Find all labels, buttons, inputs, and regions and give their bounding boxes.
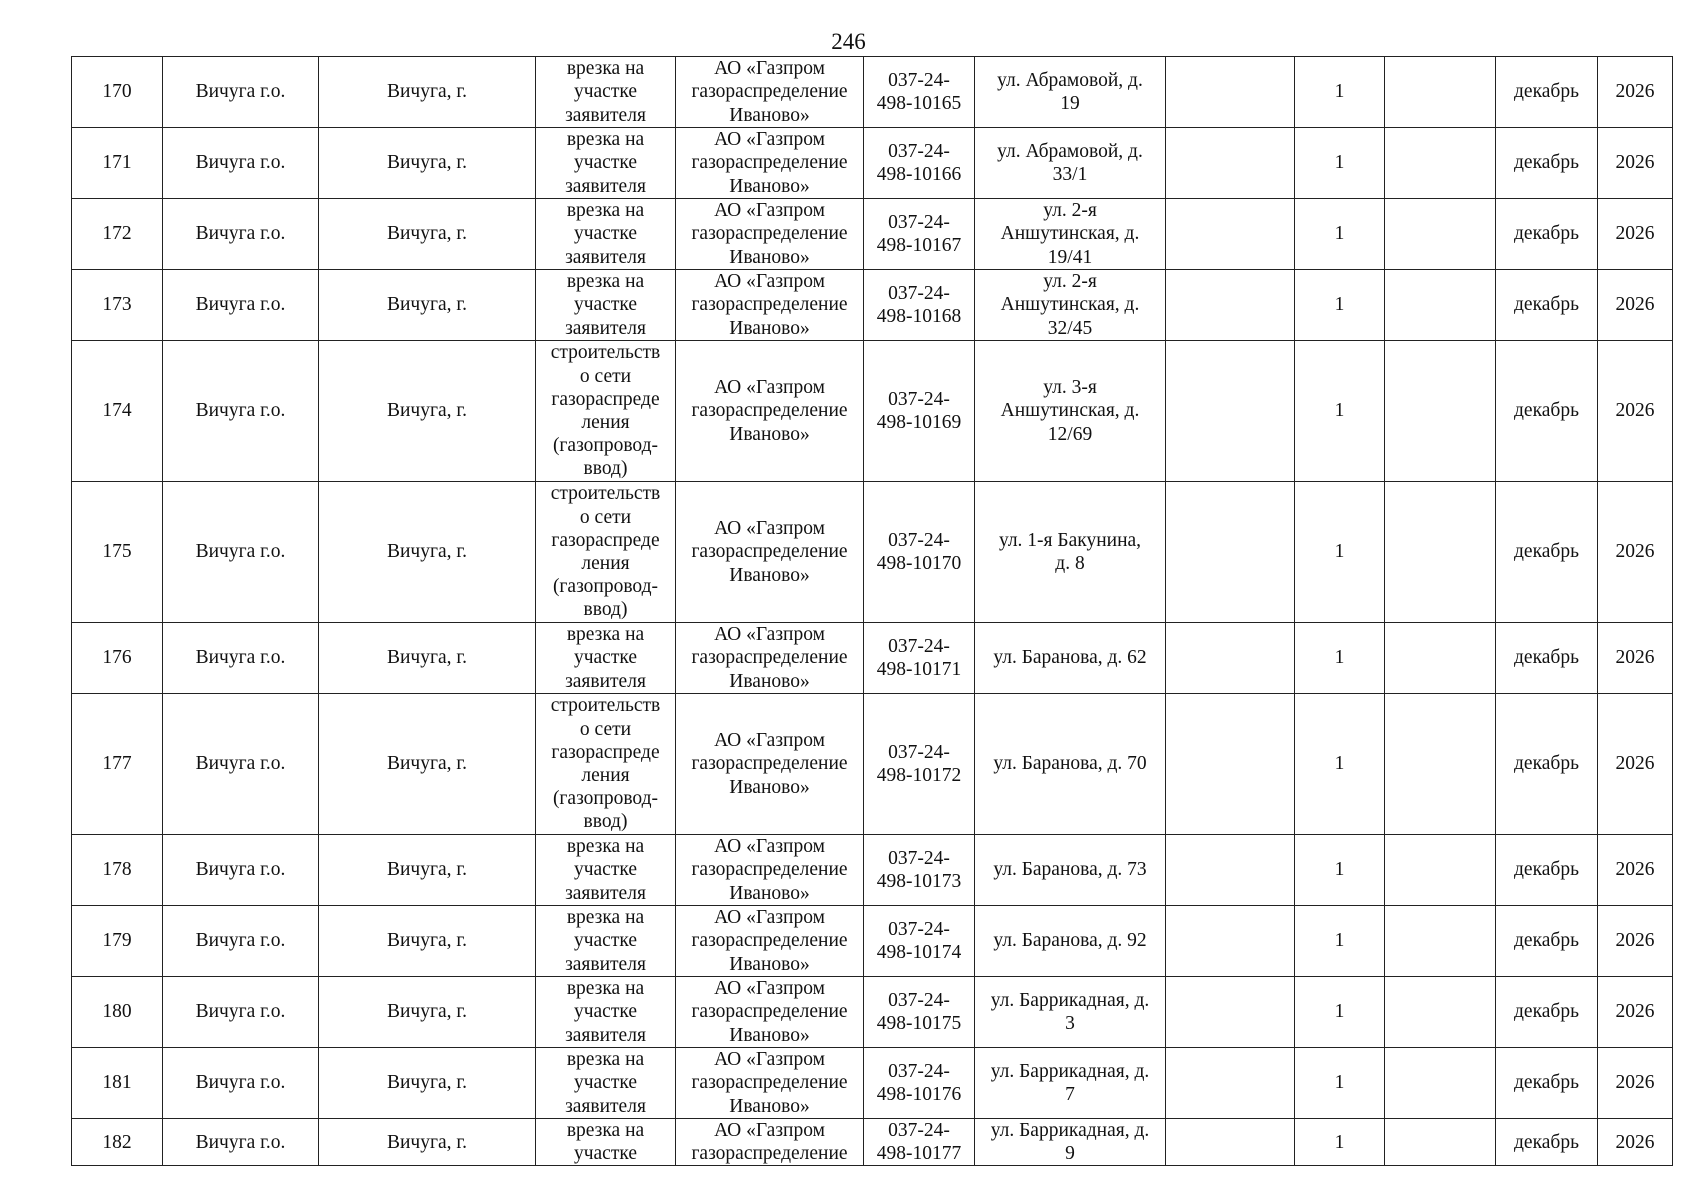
empty-cell [1385, 906, 1496, 977]
work-type-cell: врезка на участке заявителя [536, 128, 676, 199]
address-cell: ул. Баранова, д. 73 [975, 835, 1166, 906]
empty-cell [1166, 694, 1295, 835]
row-number-cell: 170 [72, 57, 163, 128]
table-row [72, 57, 1673, 128]
district-cell: Вичуга г.о. [163, 835, 319, 906]
table-row [72, 199, 1673, 270]
work-type-cell: врезка на участке заявителя [536, 199, 676, 270]
empty-cell [1385, 1048, 1496, 1119]
district-cell: Вичуга г.о. [163, 1048, 319, 1119]
code-cell: 037-24- 498-10175 [864, 977, 975, 1048]
locality-cell: Вичуга, г. [319, 694, 536, 835]
quantity-cell: 1 [1295, 482, 1385, 623]
empty-cell [1385, 482, 1496, 623]
row-number-cell: 179 [72, 906, 163, 977]
code-cell: 037-24- 498-10170 [864, 482, 975, 623]
table-row [72, 341, 1673, 482]
month-cell: декабрь [1496, 341, 1598, 482]
code-cell: 037-24- 498-10172 [864, 694, 975, 835]
organization-cell: АО «Газпром газораспределение Иваново» [676, 835, 864, 906]
empty-cell [1385, 57, 1496, 128]
locality-cell: Вичуга, г. [319, 906, 536, 977]
work-type-cell: врезка на участке заявителя [536, 835, 676, 906]
quantity-cell: 1 [1295, 57, 1385, 128]
row-number-cell: 174 [72, 341, 163, 482]
code-cell: 037-24- 498-10165 [864, 57, 975, 128]
code-cell: 037-24- 498-10168 [864, 270, 975, 341]
code-cell: 037-24- 498-10174 [864, 906, 975, 977]
quantity-cell: 1 [1295, 906, 1385, 977]
month-cell: декабрь [1496, 482, 1598, 623]
district-cell: Вичуга г.о. [163, 1119, 319, 1166]
district-cell: Вичуга г.о. [163, 128, 319, 199]
year-cell: 2026 [1598, 835, 1673, 906]
address-cell: ул. Баранова, д. 70 [975, 694, 1166, 835]
year-cell: 2026 [1598, 199, 1673, 270]
address-cell: ул. 3-я Аншутинская, д. 12/69 [975, 341, 1166, 482]
district-cell: Вичуга г.о. [163, 694, 319, 835]
organization-cell: АО «Газпром газораспределение Иваново» [676, 694, 864, 835]
locality-cell: Вичуга, г. [319, 623, 536, 694]
year-cell: 2026 [1598, 623, 1673, 694]
year-cell: 2026 [1598, 270, 1673, 341]
table-row [72, 835, 1673, 906]
empty-cell [1166, 623, 1295, 694]
quantity-cell: 1 [1295, 270, 1385, 341]
locality-cell: Вичуга, г. [319, 1048, 536, 1119]
empty-cell [1385, 694, 1496, 835]
organization-cell: АО «Газпром газораспределение Иваново» [676, 199, 864, 270]
locality-cell: Вичуга, г. [319, 57, 536, 128]
district-cell: Вичуга г.о. [163, 977, 319, 1048]
month-cell: декабрь [1496, 270, 1598, 341]
locality-cell: Вичуга, г. [319, 482, 536, 623]
address-cell: ул. 2-я Аншутинская, д. 19/41 [975, 199, 1166, 270]
month-cell: декабрь [1496, 694, 1598, 835]
organization-cell: АО «Газпром газораспределение Иваново» [676, 977, 864, 1048]
code-cell: 037-24- 498-10173 [864, 835, 975, 906]
empty-cell [1166, 270, 1295, 341]
code-cell: 037-24- 498-10177 [864, 1119, 975, 1166]
registry-table [71, 56, 1673, 1166]
address-cell: ул. Баррикадная, д. 9 [975, 1119, 1166, 1166]
table-row [72, 1119, 1673, 1166]
empty-cell [1385, 128, 1496, 199]
empty-cell [1385, 623, 1496, 694]
address-cell: ул. Баррикадная, д. 7 [975, 1048, 1166, 1119]
work-type-cell: врезка на участке заявителя [536, 977, 676, 1048]
page-number: 246 [831, 29, 866, 54]
quantity-cell: 1 [1295, 199, 1385, 270]
empty-cell [1166, 1119, 1295, 1166]
month-cell: декабрь [1496, 835, 1598, 906]
address-cell: ул. 2-я Аншутинская, д. 32/45 [975, 270, 1166, 341]
quantity-cell: 1 [1295, 128, 1385, 199]
empty-cell [1166, 906, 1295, 977]
organization-cell: АО «Газпром газораспределение [676, 1119, 864, 1166]
work-type-cell: врезка на участке [536, 1119, 676, 1166]
empty-cell [1385, 270, 1496, 341]
district-cell: Вичуга г.о. [163, 482, 319, 623]
table-row [72, 694, 1673, 835]
row-number-cell: 182 [72, 1119, 163, 1166]
year-cell: 2026 [1598, 1048, 1673, 1119]
organization-cell: АО «Газпром газораспределение Иваново» [676, 341, 864, 482]
work-type-cell: врезка на участке заявителя [536, 57, 676, 128]
month-cell: декабрь [1496, 199, 1598, 270]
row-number-cell: 178 [72, 835, 163, 906]
address-cell: ул. 1-я Бакунина, д. 8 [975, 482, 1166, 623]
work-type-cell: врезка на участке заявителя [536, 623, 676, 694]
locality-cell: Вичуга, г. [319, 1119, 536, 1166]
locality-cell: Вичуга, г. [319, 128, 536, 199]
empty-cell [1385, 199, 1496, 270]
code-cell: 037-24- 498-10176 [864, 1048, 975, 1119]
year-cell: 2026 [1598, 482, 1673, 623]
table-row [72, 270, 1673, 341]
month-cell: декабрь [1496, 977, 1598, 1048]
work-type-cell: врезка на участке заявителя [536, 906, 676, 977]
quantity-cell: 1 [1295, 1048, 1385, 1119]
row-number-cell: 171 [72, 128, 163, 199]
work-type-cell: врезка на участке заявителя [536, 270, 676, 341]
address-cell: ул. Абрамовой, д. 33/1 [975, 128, 1166, 199]
row-number-cell: 172 [72, 199, 163, 270]
empty-cell [1166, 977, 1295, 1048]
quantity-cell: 1 [1295, 977, 1385, 1048]
year-cell: 2026 [1598, 1119, 1673, 1166]
address-cell: ул. Баранова, д. 92 [975, 906, 1166, 977]
row-number-cell: 181 [72, 1048, 163, 1119]
row-number-cell: 180 [72, 977, 163, 1048]
locality-cell: Вичуга, г. [319, 835, 536, 906]
year-cell: 2026 [1598, 977, 1673, 1048]
district-cell: Вичуга г.о. [163, 57, 319, 128]
code-cell: 037-24- 498-10169 [864, 341, 975, 482]
table-row [72, 128, 1673, 199]
address-cell: ул. Баранова, д. 62 [975, 623, 1166, 694]
month-cell: декабрь [1496, 1119, 1598, 1166]
empty-cell [1385, 341, 1496, 482]
organization-cell: АО «Газпром газораспределение Иваново» [676, 906, 864, 977]
code-cell: 037-24- 498-10167 [864, 199, 975, 270]
empty-cell [1166, 1048, 1295, 1119]
year-cell: 2026 [1598, 57, 1673, 128]
address-cell: ул. Баррикадная, д. 3 [975, 977, 1166, 1048]
row-number-cell: 173 [72, 270, 163, 341]
month-cell: декабрь [1496, 623, 1598, 694]
quantity-cell: 1 [1295, 694, 1385, 835]
locality-cell: Вичуга, г. [319, 199, 536, 270]
month-cell: декабрь [1496, 57, 1598, 128]
year-cell: 2026 [1598, 906, 1673, 977]
table-row [72, 623, 1673, 694]
organization-cell: АО «Газпром газораспределение Иваново» [676, 270, 864, 341]
district-cell: Вичуга г.о. [163, 199, 319, 270]
code-cell: 037-24- 498-10166 [864, 128, 975, 199]
table-row [72, 906, 1673, 977]
month-cell: декабрь [1496, 1048, 1598, 1119]
district-cell: Вичуга г.о. [163, 341, 319, 482]
organization-cell: АО «Газпром газораспределение Иваново» [676, 128, 864, 199]
empty-cell [1166, 57, 1295, 128]
quantity-cell: 1 [1295, 623, 1385, 694]
empty-cell [1385, 1119, 1496, 1166]
district-cell: Вичуга г.о. [163, 270, 319, 341]
district-cell: Вичуга г.о. [163, 623, 319, 694]
empty-cell [1166, 199, 1295, 270]
empty-cell [1166, 482, 1295, 623]
row-number-cell: 177 [72, 694, 163, 835]
table-row [72, 1048, 1673, 1119]
row-number-cell: 176 [72, 623, 163, 694]
work-type-cell: строительств о сети газораспреде ления (газопровод- ввод) [536, 694, 676, 835]
locality-cell: Вичуга, г. [319, 270, 536, 341]
work-type-cell: врезка на участке заявителя [536, 1048, 676, 1119]
organization-cell: АО «Газпром газораспределение Иваново» [676, 1048, 864, 1119]
locality-cell: Вичуга, г. [319, 977, 536, 1048]
month-cell: декабрь [1496, 128, 1598, 199]
organization-cell: АО «Газпром газораспределение Иваново» [676, 623, 864, 694]
quantity-cell: 1 [1295, 341, 1385, 482]
work-type-cell: строительств о сети газораспреде ления (газопровод- ввод) [536, 341, 676, 482]
month-cell: декабрь [1496, 906, 1598, 977]
empty-cell [1166, 128, 1295, 199]
address-cell: ул. Абрамовой, д. 19 [975, 57, 1166, 128]
locality-cell: Вичуга, г. [319, 341, 536, 482]
quantity-cell: 1 [1295, 1119, 1385, 1166]
organization-cell: АО «Газпром газораспределение Иваново» [676, 482, 864, 623]
empty-cell [1166, 835, 1295, 906]
year-cell: 2026 [1598, 694, 1673, 835]
empty-cell [1385, 977, 1496, 1048]
table-row [72, 977, 1673, 1048]
empty-cell [1385, 835, 1496, 906]
row-number-cell: 175 [72, 482, 163, 623]
quantity-cell: 1 [1295, 835, 1385, 906]
organization-cell: АО «Газпром газораспределение Иваново» [676, 57, 864, 128]
code-cell: 037-24- 498-10171 [864, 623, 975, 694]
year-cell: 2026 [1598, 128, 1673, 199]
table-row [72, 482, 1673, 623]
year-cell: 2026 [1598, 341, 1673, 482]
work-type-cell: строительств о сети газораспреде ления (газопровод- ввод) [536, 482, 676, 623]
district-cell: Вичуга г.о. [163, 906, 319, 977]
empty-cell [1166, 341, 1295, 482]
